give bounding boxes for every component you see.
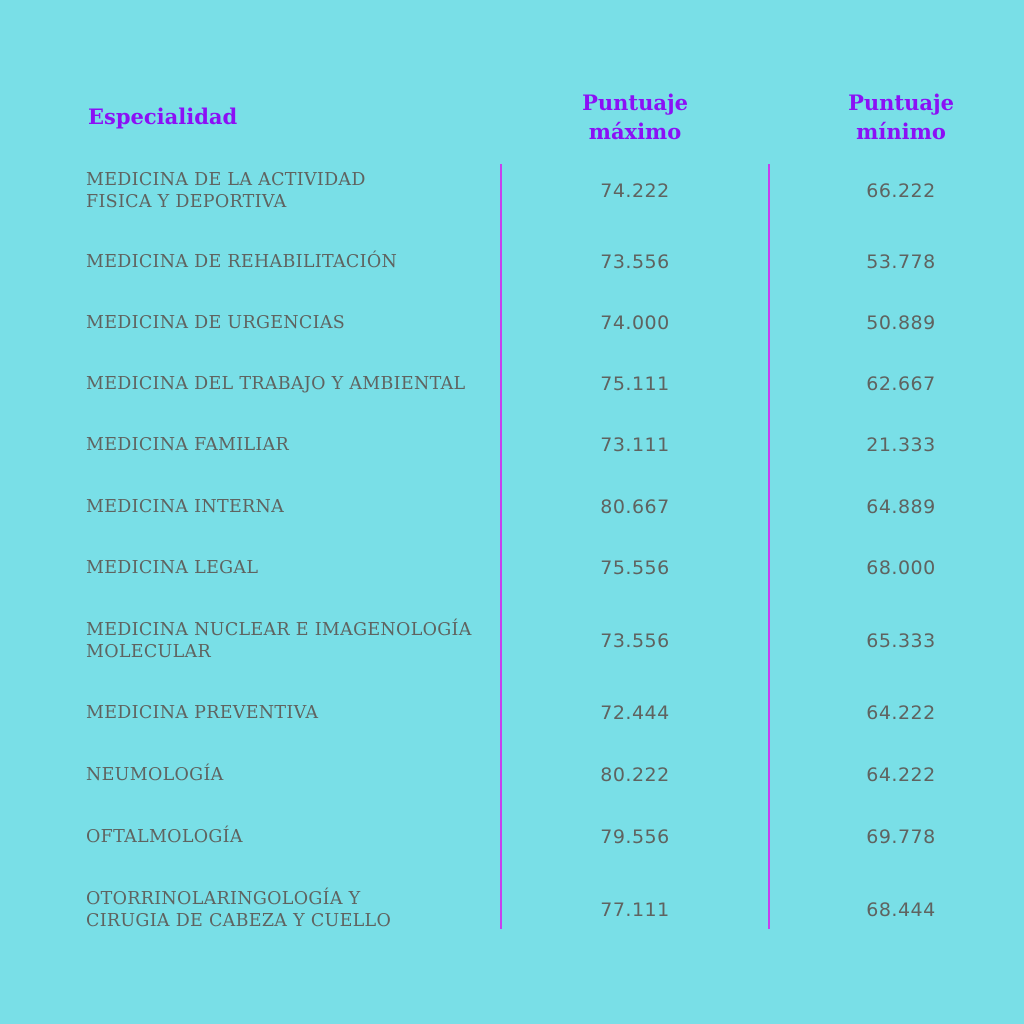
table-row (0, 546, 1024, 590)
header-min-line1: Puntuaje (848, 90, 954, 115)
table-row (0, 240, 1024, 284)
max-score: 79.556 (600, 826, 670, 848)
specialty-name-line1: MEDICINA DE URGENCIAS (86, 313, 346, 333)
header-max-line2: máximo (588, 119, 682, 144)
min-score: 69.778 (866, 826, 936, 848)
specialty-name (86, 702, 486, 724)
specialty-name (86, 764, 486, 786)
specialty-name-line1: MEDICINA DE REHABILITACIÓN (86, 252, 398, 272)
min-score: 21.333 (866, 434, 936, 456)
max-score: 80.667 (600, 496, 670, 518)
min-score: 68.000 (866, 557, 936, 579)
table-row (0, 888, 1024, 932)
specialty-name-line2: FISICA Y DEPORTIVA (86, 192, 287, 212)
min-score: 66.222 (866, 180, 936, 202)
table-row (0, 753, 1024, 797)
min-score: 68.444 (866, 899, 936, 921)
specialty-name (86, 169, 486, 213)
max-score: 73.556 (600, 251, 670, 273)
specialty-name-line2: CIRUGIA DE CABEZA Y CUELLO (86, 911, 392, 931)
specialty-name-line1: NEUMOLOGÍA (86, 765, 224, 785)
specialty-name-line2: MOLECULAR (86, 642, 211, 662)
specialty-name (86, 251, 486, 273)
max-score: 74.000 (600, 312, 670, 334)
max-score: 75.111 (600, 373, 670, 395)
min-score: 62.667 (866, 373, 936, 395)
table-row (0, 619, 1024, 663)
min-score: 64.889 (866, 496, 936, 518)
specialty-name (86, 434, 486, 456)
header-specialty: Especialidad (88, 104, 238, 129)
header-min-line2: mínimo (856, 119, 946, 144)
min-score: 53.778 (866, 251, 936, 273)
min-score: 64.222 (866, 702, 936, 724)
table-row (0, 169, 1024, 213)
max-score: 75.556 (600, 557, 670, 579)
max-score: 74.222 (600, 180, 670, 202)
specialty-name-line1: OFTALMOLOGÍA (86, 827, 243, 847)
specialty-name (86, 496, 486, 518)
table-row (0, 362, 1024, 406)
specialty-name (86, 826, 486, 848)
specialty-name-line1: MEDICINA PREVENTIVA (86, 703, 319, 723)
max-score: 73.556 (600, 630, 670, 652)
min-score: 65.333 (866, 630, 936, 652)
specialty-name (86, 312, 486, 334)
specialty-name (86, 888, 486, 932)
table-row (0, 423, 1024, 467)
specialty-name (86, 557, 486, 579)
max-score: 72.444 (600, 702, 670, 724)
specialty-name-line1: MEDICINA DE LA ACTIVIDAD (86, 170, 366, 190)
table-row (0, 485, 1024, 529)
max-score: 80.222 (600, 764, 670, 786)
specialty-name (86, 619, 486, 663)
max-score: 77.111 (600, 899, 670, 921)
specialty-name-line1: OTORRINOLARINGOLOGÍA Y (86, 889, 361, 909)
specialty-name-line1: MEDICINA FAMILIAR (86, 435, 289, 455)
specialty-name (86, 373, 486, 395)
specialty-name-line1: MEDICINA NUCLEAR E IMAGENOLOGÍA (86, 620, 472, 640)
header-max-score (560, 88, 710, 146)
header-min-score (826, 88, 976, 146)
table-row (0, 815, 1024, 859)
specialty-name-line1: MEDICINA LEGAL (86, 558, 259, 578)
table-row (0, 301, 1024, 345)
min-score: 50.889 (866, 312, 936, 334)
specialty-name-line1: MEDICINA DEL TRABAJO Y AMBIENTAL (86, 374, 466, 394)
header-max-line1: Puntuaje (582, 90, 688, 115)
min-score: 64.222 (866, 764, 936, 786)
specialty-name-line1: MEDICINA INTERNA (86, 497, 285, 517)
table-row (0, 691, 1024, 735)
max-score: 73.111 (600, 434, 670, 456)
